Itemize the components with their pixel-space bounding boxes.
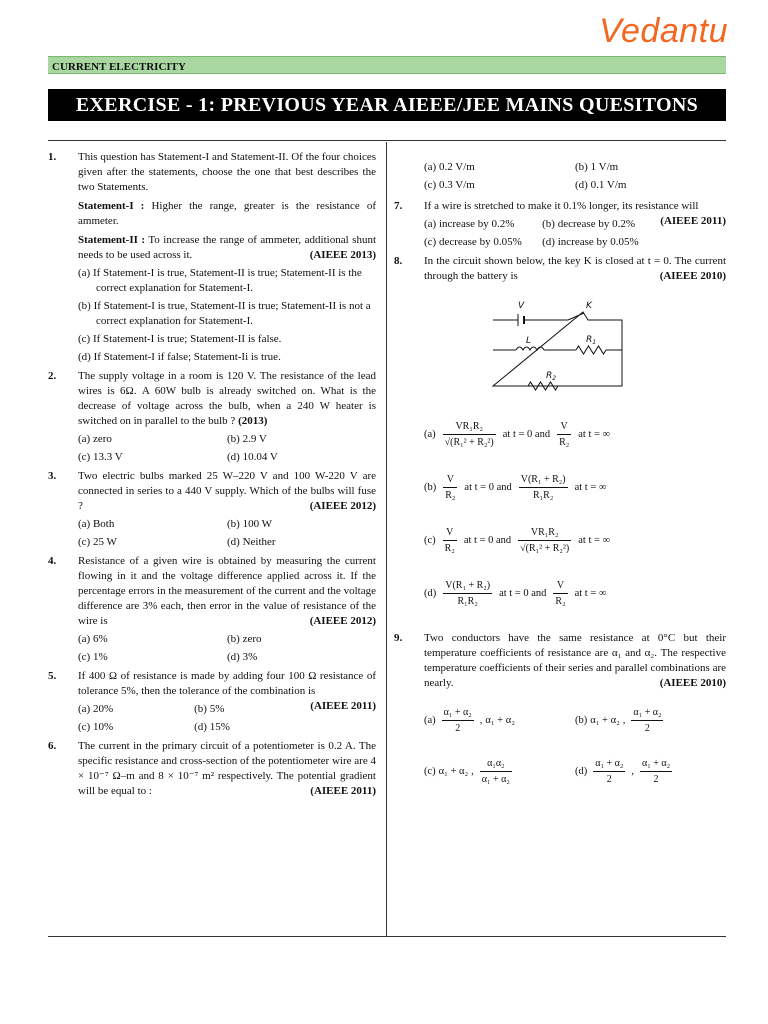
question-7 bbox=[394, 199, 726, 250]
option: (b) If Statement-I is true, Statement-II is true; Statement-II is not a correct explanation for Statement-I. bbox=[78, 300, 371, 327]
option: (b) 100 W bbox=[227, 518, 273, 530]
option: (d) 15% bbox=[194, 721, 230, 733]
statement-text: Higher the range, greater is the resistance of ammeter. bbox=[78, 200, 377, 227]
statement-text: To increase the range of ammeter, additional shunt needs to be used across it. bbox=[78, 234, 376, 261]
exam-tag: (2013) bbox=[238, 415, 268, 427]
label-r2: $R_2$ bbox=[546, 371, 557, 382]
option: (a) 20% bbox=[78, 703, 114, 715]
exam-tag: (AIEEE 2012) bbox=[309, 500, 376, 512]
option-d: (d) V(R₁ + R₂) R₁R₂ at t = 0 and V R₂ at t = ∞ bbox=[424, 580, 607, 607]
question-number: 4. bbox=[48, 555, 57, 567]
option: (b) zero bbox=[227, 633, 262, 645]
question-6 bbox=[48, 739, 376, 799]
option: (d) 0.1 V/m bbox=[575, 179, 627, 191]
vedantu-logo: Vedantu bbox=[599, 12, 728, 50]
option: (d) Neither bbox=[227, 536, 276, 548]
statement-label: Statement-I : bbox=[78, 200, 145, 212]
question-text: Two electric bulbs marked 25 W–220 V and 100 W-220 V are connected in series to a 440 V supply. Which of the bulbs will fuse ? bbox=[78, 470, 376, 512]
question-number: 3. bbox=[48, 470, 57, 482]
question-8 bbox=[394, 254, 726, 609]
left-column bbox=[48, 150, 376, 803]
question-number: 2. bbox=[48, 370, 57, 382]
exam-tag: (AIEEE 2010) bbox=[659, 270, 726, 282]
question-9 bbox=[394, 631, 726, 787]
option: (c) 13.3 V bbox=[78, 451, 123, 463]
question-text: This question has Statement-I and Statement-II. Of the four choices given after the statements, choose the one that best describes the two Statements. bbox=[78, 151, 376, 193]
question-text: In the circuit shown below, the key K is closed at t = 0. The current through the battery is bbox=[424, 255, 726, 282]
label-k: K bbox=[586, 301, 592, 311]
label-l: L bbox=[526, 336, 532, 346]
exam-tag: (AIEEE 2010) bbox=[659, 677, 726, 689]
chapter-bar bbox=[48, 56, 726, 74]
question-1 bbox=[48, 150, 376, 365]
chapter-title: CURRENT ELECTRICITY bbox=[52, 61, 186, 73]
question-text: If a wire is stretched to make it 0.1% longer, its resistance will bbox=[424, 200, 699, 212]
option: (a) 6% bbox=[78, 633, 108, 645]
question-text: The supply voltage in a room is 120 V. The resistance of the lead wires is 6Ω. A 60W bulb is already switched on. What is the decrease of voltage across the bulb, when a 240 W heater is switched on in parallel to the bulb ? bbox=[78, 370, 376, 427]
question-text: If 400 Ω of resistance is made by adding four 100 Ω resistance of tolerance 5%, then the tolerance of the combination is bbox=[78, 670, 376, 697]
option: (d) 3% bbox=[227, 651, 258, 663]
option: (c) 10% bbox=[78, 721, 114, 733]
option: (c) 0.3 V/m bbox=[424, 179, 475, 191]
option: (d) increase by 0.05% bbox=[542, 236, 639, 248]
bottom-rule bbox=[48, 936, 726, 937]
exam-tag: (AIEEE 2012) bbox=[309, 615, 376, 627]
option: (a) Both bbox=[78, 518, 115, 530]
option-b: (b) α₁ + α₂ , α₁ + α₂ 2 bbox=[575, 707, 662, 734]
question-3 bbox=[48, 469, 376, 550]
exam-tag: (AIEEE 2011) bbox=[660, 215, 726, 227]
option: (b) 1 V/m bbox=[575, 161, 619, 173]
exam-tag: (AIEEE 2011) bbox=[310, 785, 376, 797]
option: (a) zero bbox=[78, 433, 112, 445]
option: (a) 0.2 V/m bbox=[424, 161, 475, 173]
question-text: Two conductors have the same resistance at 0°C but their temperature coefficients of resistance are α₁ and α₂. The respective temperature coefficients of their series and parallel combinations are nearly. bbox=[424, 632, 726, 689]
option-a: (a) α₁ + α₂ 2 , α₁ + α₂ bbox=[424, 707, 515, 734]
right-column bbox=[394, 157, 726, 791]
question-4 bbox=[48, 554, 376, 665]
option: (b) decrease by 0.2% bbox=[542, 218, 635, 230]
label-r1: $R_1$ bbox=[586, 335, 597, 346]
question-number: 6. bbox=[48, 740, 57, 752]
option: (d) 10.04 V bbox=[227, 451, 278, 463]
option: (b) 2.9 V bbox=[227, 433, 267, 445]
question-2 bbox=[48, 369, 376, 465]
question-text: Resistance of a given wire is obtained by measuring the current flowing in it and the voltage difference applied across it. If the percentage errors in the measurement of the current and the voltage difference are 3% each, then error in the value of resistance of the wire is bbox=[78, 555, 376, 627]
option-d: (d) α₁ + α₂ 2 , α₁ + α₂ 2 bbox=[575, 758, 671, 785]
option: (c) 25 W bbox=[78, 536, 117, 548]
option: (b) 5% bbox=[194, 703, 225, 715]
question-5 bbox=[48, 669, 376, 735]
label-v: V bbox=[518, 301, 525, 311]
option: (c) If Statement-I is true; Statement-II is false. bbox=[78, 333, 282, 345]
top-rule bbox=[48, 140, 726, 141]
question-number: 5. bbox=[48, 670, 57, 682]
circuit-diagram bbox=[488, 298, 628, 394]
option-a: (a) VR₁R₂ √(R₁² + R₂²) at t = 0 and V R₂ at t = ∞ bbox=[424, 421, 611, 448]
option-b: (b) V R₂ at t = 0 and V(R₁ + R₂) R₁R₂ at t = ∞ bbox=[424, 474, 607, 501]
option-c: (c) V R₂ at t = 0 and VR₁R₂ √(R₁² + R₂²) at t = ∞ bbox=[424, 527, 611, 554]
option: (a) increase by 0.2% bbox=[424, 218, 515, 230]
option: (c) decrease by 0.05% bbox=[424, 236, 522, 248]
question-number: 1. bbox=[48, 151, 57, 163]
exam-tag: (AIEEE 2013) bbox=[309, 249, 376, 261]
question-number: 8. bbox=[394, 255, 403, 267]
question-number: 9. bbox=[394, 632, 403, 644]
option-c: (c) α₁ + α₂ , α₁α₂ α₁ + α₂ bbox=[424, 758, 510, 785]
statement-label: Statement-II : bbox=[78, 234, 146, 246]
exercise-title: EXERCISE - 1: PREVIOUS YEAR AIEEE/JEE MAINS QUESITONS bbox=[48, 89, 726, 121]
question-number: 7. bbox=[394, 200, 403, 212]
exam-tag: (AIEEE 2011) bbox=[310, 700, 376, 712]
question-text: The current in the primary circuit of a potentiometer is 0.2 A. The specific resistance and cross-section of the potentiometer wire are 4 × 10⁻⁷ Ω–m and 8 × 10⁻⁷ m² respectively. The potential gradient will be equal to : bbox=[78, 740, 376, 797]
option: (c) 1% bbox=[78, 651, 108, 663]
option: (a) If Statement-I is true, Statement-II is true; Statement-II is the correct explanation for Statement-I. bbox=[78, 267, 362, 294]
option: (d) If Statement-I if false; Statement-Ii is true. bbox=[78, 351, 281, 363]
column-divider bbox=[386, 142, 387, 936]
